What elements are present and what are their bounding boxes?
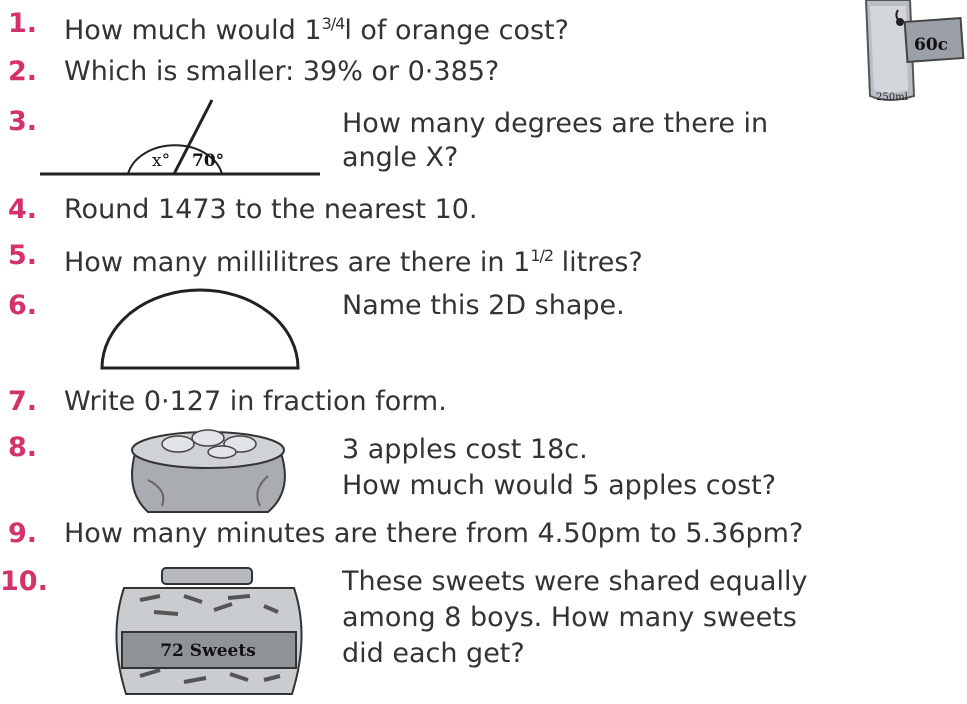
question-10-line-2: among 8 boys. How many sweets — [342, 602, 797, 633]
question-number-2: 2. — [8, 56, 38, 87]
question-3-line-1: How many degrees are there in — [342, 108, 769, 139]
q1-before: How much would 1 — [64, 15, 322, 46]
orange-carton-illustration — [848, 0, 967, 104]
q1-after: l of orange cost? — [344, 15, 569, 46]
q5-before: How many millilitres are there in 1 — [64, 247, 531, 278]
question-8-line-2: How much would 5 apples cost? — [342, 470, 777, 501]
q5-after: litres? — [553, 247, 643, 278]
question-number-8: 8. — [8, 432, 38, 463]
question-10-line-3: did each get? — [342, 638, 525, 669]
sweet-jar-illustration — [104, 566, 314, 702]
question-5-text — [64, 240, 643, 279]
question-8-line-1: 3 apples cost 18c. — [342, 434, 588, 465]
question-3-line-2: angle X? — [342, 142, 459, 173]
angle-70-label: 70° — [192, 151, 225, 171]
question-4-text: Round 1473 to the nearest 10. — [64, 194, 478, 225]
question-6-text: Name this 2D shape. — [342, 290, 625, 321]
question-number-6: 6. — [8, 290, 38, 321]
pot-of-coins-illustration — [118, 420, 300, 520]
q1-fraction: 3/4 — [321, 14, 345, 33]
carton-price-label: 60c — [914, 35, 949, 55]
question-10-line-1: These sweets were shared equally — [342, 566, 808, 597]
question-number-9: 9. — [8, 518, 38, 549]
question-number-1: 1. — [8, 8, 38, 39]
carton-volume-label: 250ml — [876, 92, 908, 103]
question-number-5: 5. — [8, 240, 38, 271]
jar-label: 72 Sweets — [160, 641, 256, 661]
question-2-text: Which is smaller: 39% or 0·385? — [64, 56, 500, 87]
question-number-10: 10. — [0, 566, 48, 597]
question-1-text — [64, 8, 569, 47]
q5-fraction: 1/2 — [530, 246, 554, 265]
question-7-text: Write 0·127 in fraction form. — [64, 386, 447, 417]
question-number-3: 3. — [8, 106, 38, 137]
question-number-7: 7. — [8, 386, 38, 417]
angle-x-label: x° — [152, 151, 171, 171]
semicircle-shape — [96, 282, 306, 374]
question-number-4: 4. — [8, 194, 38, 225]
question-9-text: How many minutes are there from 4.50pm to 5.36pm? — [64, 518, 804, 549]
angle-diagram — [40, 98, 320, 182]
